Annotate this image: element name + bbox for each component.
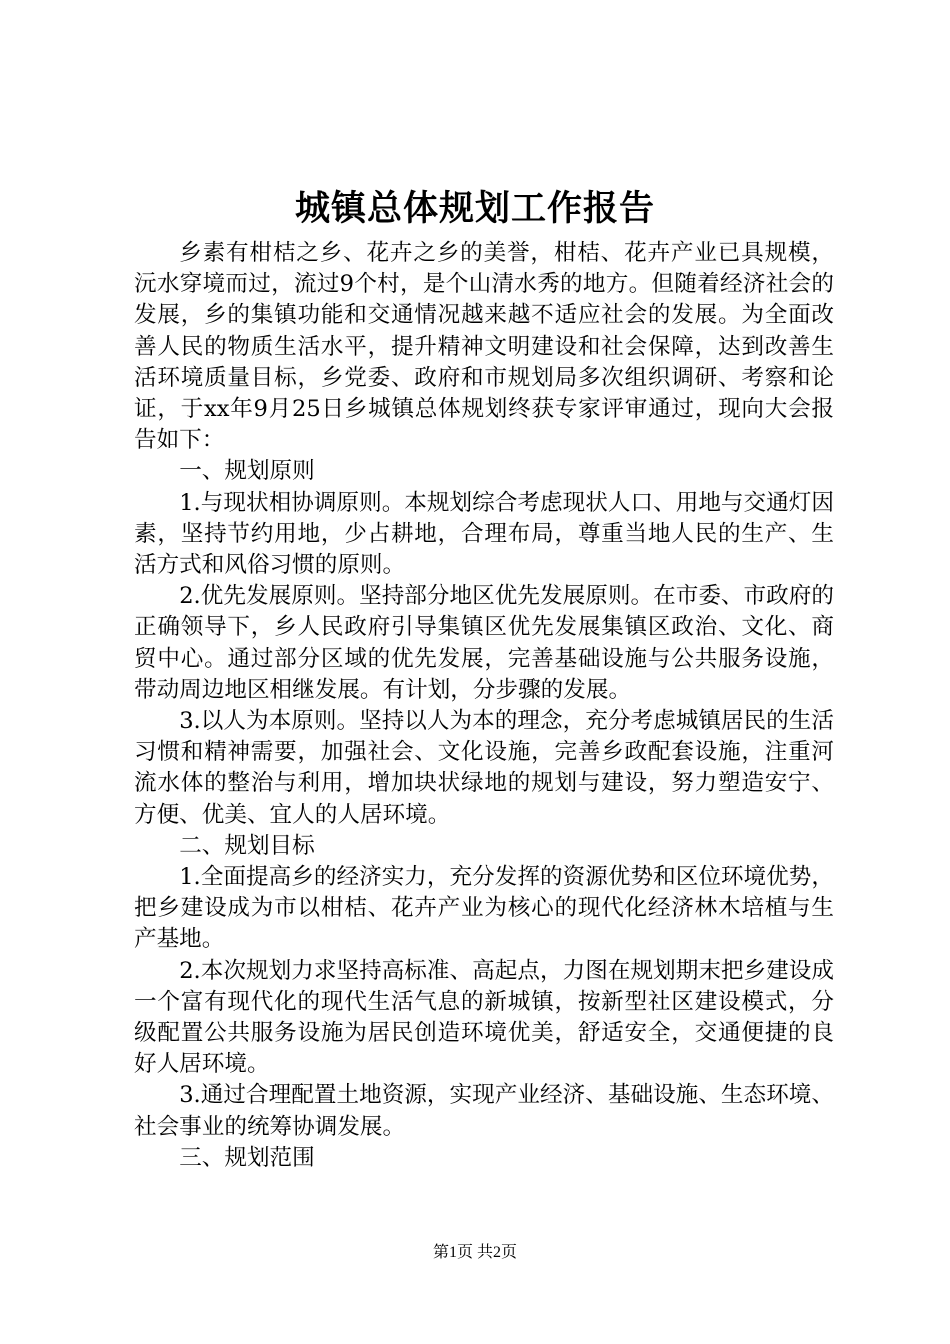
document-body [134, 238, 834, 1174]
page-footer: 第1页 共2页 [432, 1244, 517, 1261]
intro-paragraph: 乡素有柑桔之乡、花卉之乡的美誉，柑桔、花卉产业已具规模，沅水穿境而过，流过9个村，是个山清水秀的地方。但随着经济社会的发展，乡的集镇功能和交通情况越来越不适应社会的发展。为全面改善人民的物质生活水平，提升精神文明建设和社会保障，达到改善生活环境质量目标，乡党委、政府和市规划局多次组织调研、考察和论证，于xx年9月25日乡城镇总体规划终获专家评审通过，现向大会报告如下： [134, 240, 834, 454]
principle-paragraph-3: 3.以人为本原则。坚持以人为本的理念，充分考虑城镇居民的生活习惯和精神需要，加强社会、文化设施，完善乡政配套设施，注重河流水体的整治与利用，增加块状绿地的规划与建设，努力塑造安宁、方便、优美、宜人的人居环境。 [134, 708, 834, 828]
goal-paragraph-2: 2.本次规划力求坚持高标准、高起点，力图在规划期末把乡建设成一个富有现代化的现代生活气息的新城镇，按新型社区建设模式，分级配置公共服务设施为居民创造环境优美，舒适安全，交通便捷的良好人居环境。 [134, 957, 834, 1078]
section-heading-goals: 二、规划目标 [179, 832, 315, 859]
principle-paragraph-2: 2.优先发展原则。坚持部分地区优先发展原则。在市委、市政府的正确领导下，乡人民政府引导集镇区优先发展集镇区政治、文化、商贸中心。通过部分区域的优先发展，完善基础设施与公共服务设施，带动周边地区相继发展。有计划，分步骤的发展。 [134, 583, 834, 703]
section-heading-scope: 三、规划范围 [179, 1144, 315, 1171]
document-title: 城镇总体规划工作报告 [294, 189, 655, 229]
goal-paragraph-3: 3.通过合理配置土地资源，实现产业经济、基础设施、生态环境、社会事业的统筹协调发展。 [134, 1082, 834, 1140]
goal-paragraph-1: 1.全面提高乡的经济实力，充分发挥的资源优势和区位环境优势，把乡建设成为市以柑桔、花卉产业为核心的现代化经济林木培植与生产基地。 [134, 864, 834, 953]
principle-paragraph-1: 1.与现状相协调原则。本规划综合考虑现状人口、用地与交通灯因素，坚持节约用地，少占耕地，合理布局，尊重当地人民的生产、生活方式和风俗习惯的原则。 [134, 489, 834, 579]
section-heading-principles: 一、规划原则 [179, 458, 315, 485]
